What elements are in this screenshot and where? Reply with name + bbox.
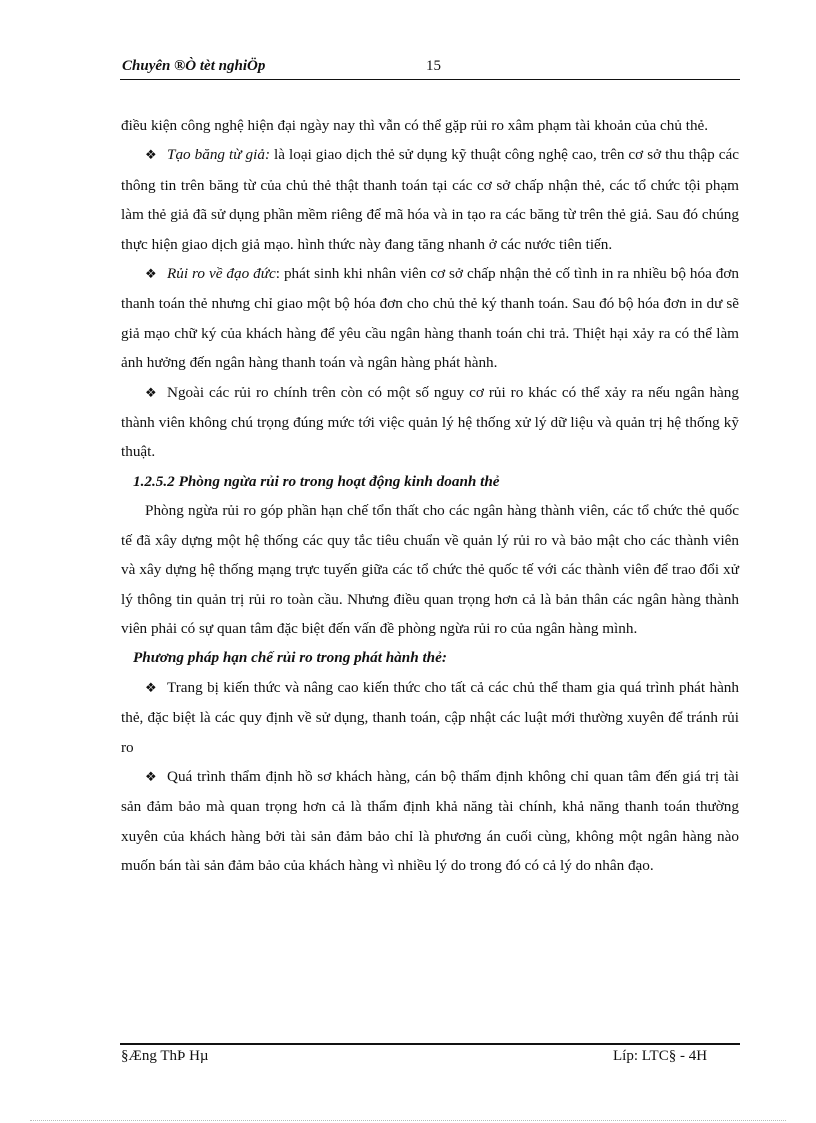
diamond-bullet-icon: ❖ — [145, 148, 157, 164]
footer-rule — [120, 1043, 740, 1045]
bullet-paragraph — [121, 378, 739, 467]
bullet-term: Rủi ro về đạo đức — [167, 265, 276, 283]
bullet-text: là loại giao dịch thẻ sử dụng kỹ thuật công nghệ cao, trên cơ sở thu thập các thông tin trên băng từ của chủ thẻ thật thanh toán tại các cơ sở chấp nhận thẻ, các tổ chức tội phạm làm thẻ giả đã sử dụng phần mềm riêng để mã hóa và in tạo ra các băng từ trên thẻ giả. Sau đó chúng thực hiện giao dịch giả mạo. hình thức này đang tăng nhanh ở các nước tiên tiến. — [121, 146, 739, 253]
header-rule — [120, 79, 740, 80]
header-title: Chuyên ®Ò tèt nghiÖp — [122, 58, 266, 74]
bullet-paragraph — [121, 140, 739, 259]
section-heading: 1.2.5.2 Phòng ngừa rủi ro trong hoạt động kinh doanh thẻ — [133, 472, 500, 490]
document-body — [121, 111, 739, 881]
bullet-paragraph — [121, 762, 739, 881]
bullet-text: Trang bị kiến thức và nâng cao kiến thức cho tất cả các chủ thể tham gia quá trình phát hành thẻ, đặc biệt là các quy định về sử dụng, thanh toán, cập nhật các luật mới thường xuyên để tránh rủi ro — [121, 678, 739, 756]
paragraph: điều kiện công nghệ hiện đại ngày nay thì vẫn có thể gặp rủi ro xâm phạm tài khoản của chủ thẻ. — [121, 117, 709, 134]
bullet-text: : phát sinh khi nhân viên cơ sở chấp nhận thẻ cố tình in ra nhiều bộ hóa đơn thanh toán thẻ nhưng chỉ giao một bộ hóa đơn cho chủ thẻ ký thanh toán. Sau đó bộ hóa đơn in dư sẽ giả mạo chữ ký của khách hàng để yêu cầu ngân hàng thanh toán chi trả. Thiệt hại xảy ra có thể làm ảnh hưởng đến ngân hàng thanh toán và ngân hàng phát hành. — [121, 265, 740, 372]
page-number: 15 — [426, 58, 441, 74]
footer-class: Líp: LTC§ - 4H — [613, 1048, 708, 1064]
diamond-bullet-icon: ❖ — [145, 385, 157, 401]
bullet-text: Ngoài các rủi ro chính trên còn có một số nguy cơ rủi ro khác có thể xảy ra nếu ngân hàng thành viên không chú trọng đúng mức tới việc quản lý hệ thống xử lý dữ liệu và quản trị hệ thống kỹ thuật. — [121, 383, 739, 461]
page-boundary — [30, 1120, 786, 1121]
diamond-bullet-icon: ❖ — [145, 680, 157, 696]
bullet-text: Quá trình thẩm định hồ sơ khách hàng, cán bộ thẩm định không chỉ quan tâm đến giá trị tài sản đảm bảo mà quan trọng hơn cả là thẩm định khả năng tài chính, khả năng thanh toán thường xuyên của khách hàng bởi tài sản đảm bảo chỉ là phương án cuối cùng, không một ngân hàng nào muốn bán tài sản đảm bảo của khách hàng vì nhiều lý do trong đó có cả lý do nhân đạo. — [121, 767, 739, 875]
subsection-heading: Phương pháp hạn chế rủi ro trong phát hành thẻ: — [133, 649, 447, 667]
bullet-term: Tạo băng từ giả: — [167, 146, 271, 164]
diamond-bullet-icon: ❖ — [145, 769, 157, 785]
page-header — [120, 58, 740, 80]
diamond-bullet-icon: ❖ — [145, 267, 157, 283]
bullet-paragraph — [121, 259, 739, 378]
bullet-paragraph — [121, 673, 739, 762]
footer-author: §Æng ThÞ Hµ — [121, 1048, 209, 1064]
paragraph: Phòng ngừa rủi ro góp phần hạn chế tổn thất cho các ngân hàng thành viên, các tổ chức thẻ quốc tế đã xây dựng một hệ thống các quy tắc tiêu chuẩn về quản lý rủi ro và bảo mật cho các thành viên và xây dựng hệ thống mạng trực tuyến giữa các tổ chức thẻ quốc tế với các thành viên để trao đổi xử lý thông tin quản trị rủi ro toàn cầu. Nhưng điều quan trọng hơn cả là bản thân các ngân hàng thành viên phải có sự quan tâm đặc biệt đến vấn đề phòng ngừa rủi ro của ngân hàng mình. — [121, 502, 739, 637]
